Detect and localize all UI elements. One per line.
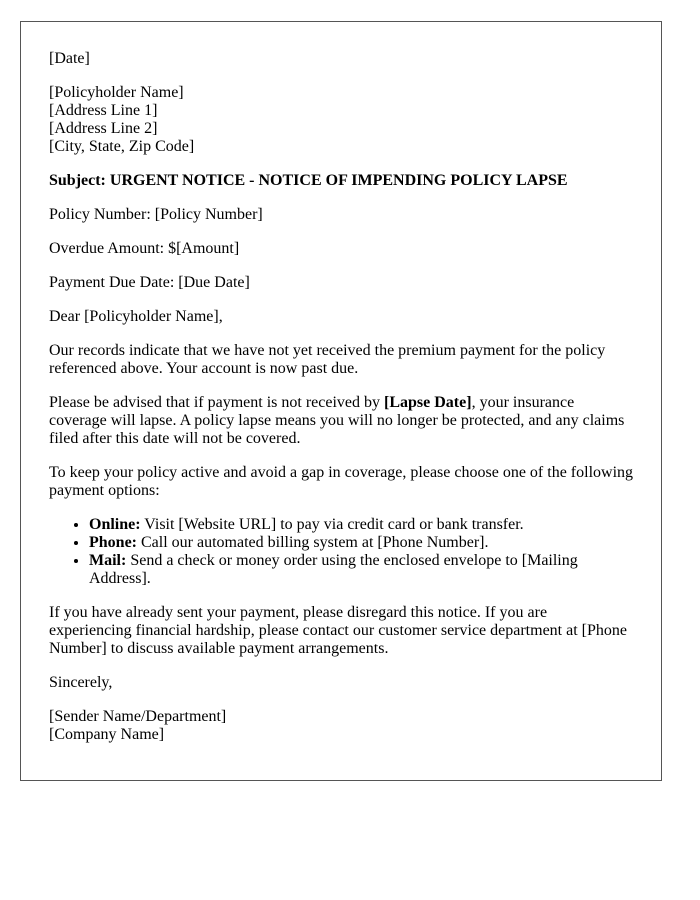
signature [49, 708, 633, 744]
recipient-name: [Policyholder Name] [49, 84, 184, 101]
subject-line: Subject: URGENT NOTICE - NOTICE OF IMPENDING POLICY LAPSE [49, 172, 568, 189]
option-label: Phone: [89, 534, 137, 551]
payment-options-list [49, 516, 633, 588]
address-line-2: [Address Line 2] [49, 120, 158, 137]
city-state-zip: [City, State, Zip Code] [49, 138, 195, 155]
closing: Sincerely, [49, 674, 113, 691]
option-label: Mail: [89, 552, 127, 569]
lapse-warning-text-after: , your insurance coverage will lapse. A policy lapse means you will no longer be protected, and any claims filed after this date will not be covered. [49, 394, 625, 447]
lapse-warning-text-before: Please be advised that if payment is not received by [49, 394, 385, 411]
lapse-date: [Lapse Date] [384, 394, 472, 411]
payment-option-phone [89, 534, 633, 552]
option-text: Visit [Website URL] to pay via credit card or bank transfer. [140, 516, 524, 533]
overdue-amount: Overdue Amount: $[Amount] [49, 240, 240, 257]
recipient-address [49, 84, 633, 156]
option-text: Call our automated billing system at [Phone Number]. [137, 534, 489, 551]
letter [20, 21, 662, 781]
paragraph-payment-intro: To keep your policy active and avoid a gap in coverage, please choose one of the following payment options: [49, 464, 634, 499]
date: [Date] [49, 50, 90, 67]
policy-number: Policy Number: [Policy Number] [49, 206, 263, 223]
paragraph-past-due: Our records indicate that we have not yet received the premium payment for the policy referenced above. Your account is now past due. [49, 342, 606, 377]
paragraph-hardship: If you have already sent your payment, please disregard this notice. If you are experiencing financial hardship, please contact our customer service department at [Phone Number] to discuss available payment arrangements. [49, 604, 627, 657]
paragraph-lapse-warning [49, 394, 633, 448]
address-line-1: [Address Line 1] [49, 102, 158, 119]
option-text: Send a check or money order using the enclosed envelope to [Mailing Address]. [89, 552, 578, 587]
company-name: [Company Name] [49, 726, 165, 743]
sender-name: [Sender Name/Department] [49, 708, 227, 725]
payment-due-date: Payment Due Date: [Due Date] [49, 274, 250, 291]
salutation: Dear [Policyholder Name], [49, 308, 223, 325]
payment-option-mail [89, 552, 633, 588]
option-label: Online: [89, 516, 141, 533]
payment-option-online [89, 516, 633, 534]
